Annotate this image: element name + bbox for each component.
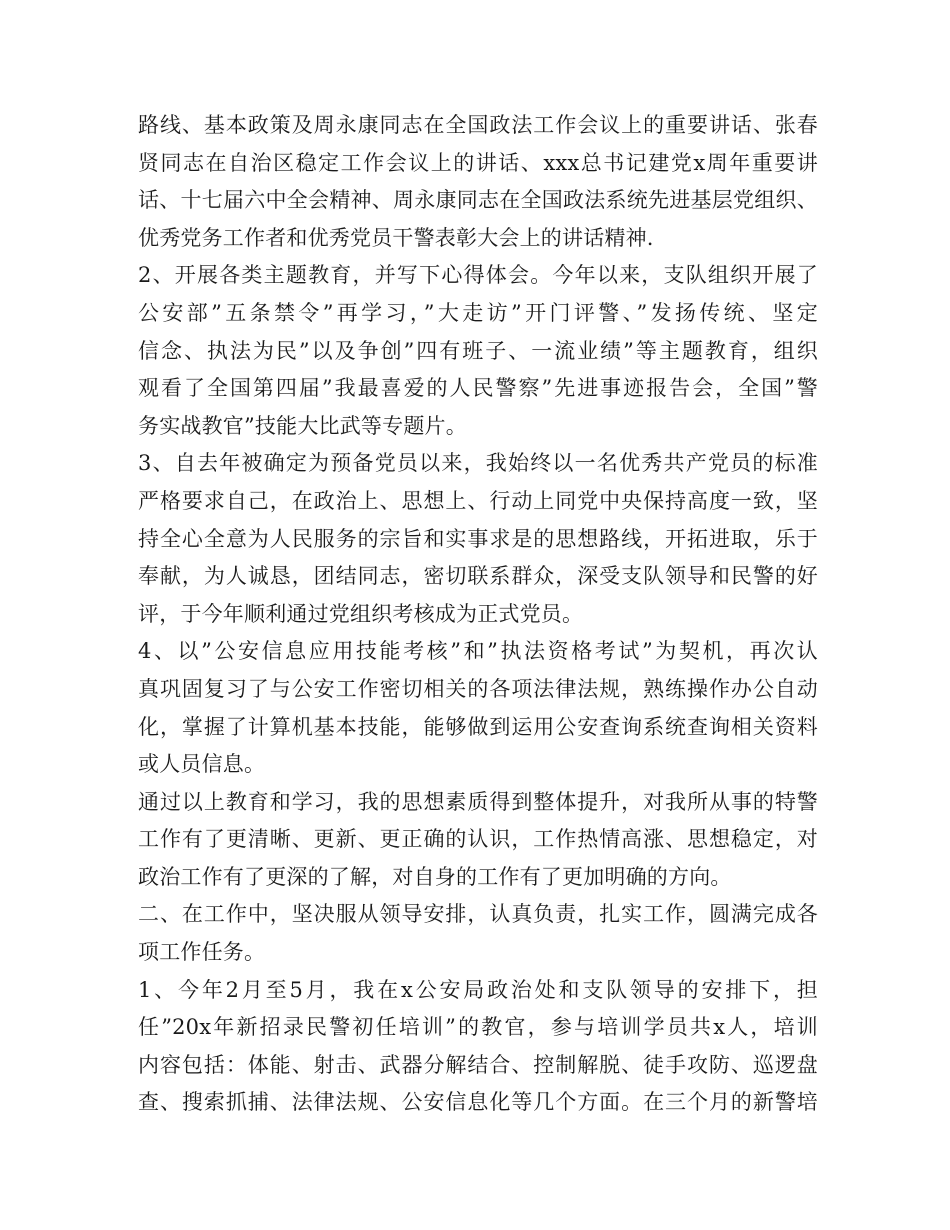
text-line: 严格要求自己，在政治上、思想上、行动上同党中央保持高度一致，坚 (138, 488, 818, 513)
text-line: 持全心全意为人民服务的宗旨和实事求是的思想路线，开拓进取，乐于 (138, 526, 818, 551)
text-line: 评，于今年顺利通过党组织考核成为正式党员。 (138, 601, 584, 626)
text-line: 内容包括：体能、射击、武器分解结合、控制解脱、徒手攻防、巡逻盘 (138, 1052, 818, 1077)
text-line: 或人员信息。 (138, 752, 266, 777)
text-line: 话、十七届六中全会精神、周永康同志在全国政法系统先进基层党组织、 (138, 188, 818, 213)
text-line: 政治工作有了更深的了解，对自身的工作有了更加明确的方向。 (138, 864, 732, 889)
text-line: 二、在工作中，坚决服从领导安排，认真负责，扎实工作，圆满完成各 (138, 902, 818, 927)
text-line: 项工作任务。 (138, 940, 266, 965)
text-line: 信念、执法为民”以及争创”四有班子、一流业绩”等主题教育，组织 (138, 338, 818, 363)
text-line: 奉献，为人诚恳，团结同志，密切联系群众，深受支队领导和民警的好 (138, 564, 818, 589)
text-line: 查、搜索抓捕、法律法规、公安信息化等几个方面。在三个月的新警培 (138, 1090, 818, 1115)
text-line: 贤同志在自治区稳定工作会议上的讲话、xxx总书记建党x周年重要讲 (138, 150, 818, 175)
text-line: 观看了全国第四届”我最喜爱的人民警察”先进事迹报告会，全国”警 (138, 376, 818, 401)
text-line: 公安部”五条禁令”再学习，”大走访”开门评警、”发扬传统、坚定 (138, 300, 818, 325)
text-line: 优秀党务工作者和优秀党员干警表彰大会上的讲话精神. (138, 225, 654, 250)
document-body (138, 107, 818, 1122)
text-line: 任”20x年新招录民警初任培训”的教官，参与培训学员共x人，培训 (138, 1015, 818, 1040)
text-line: 2、开展各类主题教育，并写下心得体会。今年以来，支队组织开展了 (138, 263, 818, 288)
text-line: 4、以”公安信息应用技能考核”和”执法资格考试”为契机，再次认 (138, 639, 818, 664)
text-line: 路线、基本政策及周永康同志在全国政法工作会议上的重要讲话、张春 (138, 113, 818, 137)
text-line: 通过以上教育和学习，我的思想素质得到整体提升，对我所从事的特警 (138, 789, 818, 814)
text-line: 真巩固复习了与公安工作密切相关的各项法律法规，熟练操作办公自动 (138, 676, 818, 701)
text-line: 化，掌握了计算机基本技能，能够做到运用公安查询系统查询相关资料 (138, 714, 818, 739)
text-line: 1、今年2月至5月，我在x公安局政治处和支队领导的安排下，担 (138, 977, 818, 1002)
text-line: 工作有了更清晰、更新、更正确的认识，工作热情高涨、思想稳定，对 (138, 827, 818, 852)
text-line: 务实战教官”技能大比武等专题片。 (138, 413, 467, 438)
text-line: 3、自去年被确定为预备党员以来，我始终以一名优秀共产党员的标准 (138, 451, 818, 476)
